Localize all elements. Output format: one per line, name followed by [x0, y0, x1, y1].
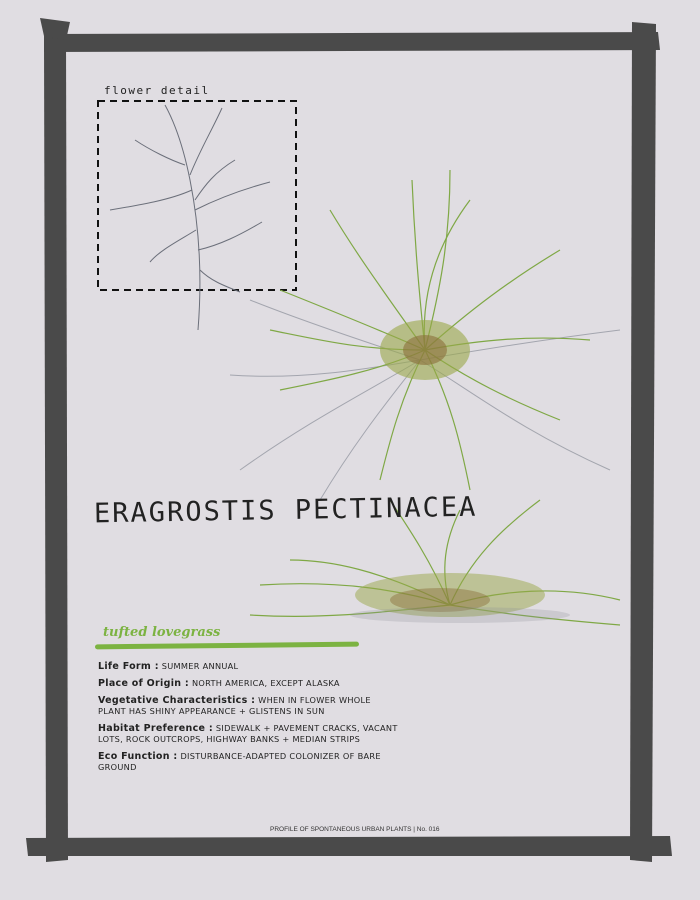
fact-life-form	[98, 661, 398, 672]
fact-key: Life Form :	[98, 661, 159, 672]
flower-detail-sprig	[110, 105, 270, 330]
flower-detail-box	[98, 101, 296, 290]
fact-value: SIDEWALK + PAVEMENT CRACKS, VACANT LOTS, ROCK OUTCROPS, HIGHWAY BANKS + MEDIAN STRIPS	[98, 723, 398, 744]
fact-value: SUMMER ANNUAL	[161, 661, 239, 671]
facts-list	[98, 661, 398, 779]
common-name: tufted lovegrass	[103, 625, 221, 640]
fact-place-of-origin	[98, 678, 398, 689]
fact-eco-function	[98, 751, 398, 773]
fact-habitat-preference	[98, 723, 398, 745]
flower-detail-label: flower detail	[104, 84, 210, 97]
grass-tuft-upper	[230, 170, 620, 500]
fact-value: DISTURBANCE-ADAPTED COLONIZER OF BARE GROUND	[98, 751, 381, 772]
fact-key: Habitat Preference :	[98, 723, 213, 734]
fact-key: Vegetative Characteristics :	[98, 695, 256, 706]
species-title: ERAGROSTIS PECTINACEA	[93, 491, 478, 530]
fact-key: Place of Origin :	[98, 678, 190, 689]
page-footer: PROFILE OF SPONTANEOUS URBAN PLANTS | No. 016	[270, 826, 440, 833]
fact-value: WHEN IN FLOWER WHOLE PLANT HAS SHINY APPEARANCE + GLISTENS IN SUN	[98, 695, 371, 716]
fact-value: NORTH AMERICA, EXCEPT ALASKA	[191, 678, 340, 688]
fact-key: Eco Function :	[98, 751, 178, 762]
fact-vegetative-characteristics	[98, 695, 398, 717]
